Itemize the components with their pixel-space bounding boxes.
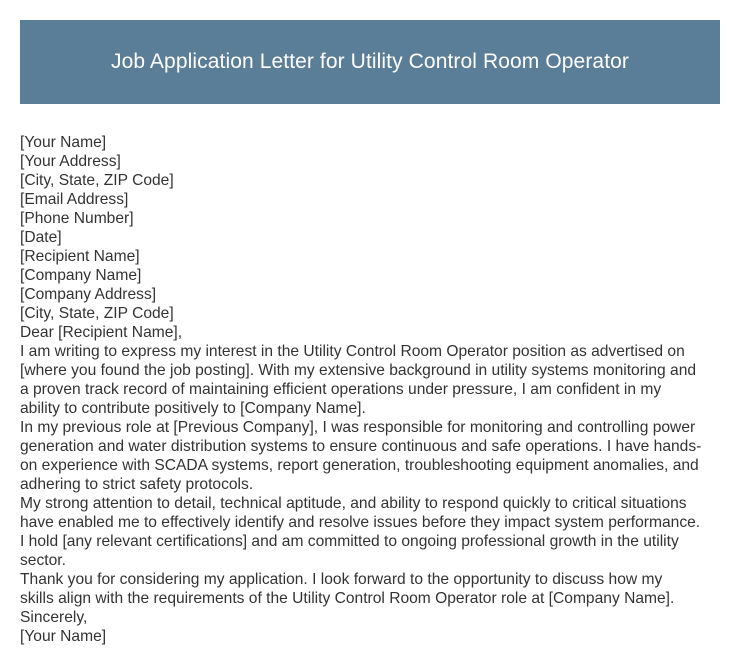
title-banner [20,20,720,104]
sender-city-state-zip: [City, State, ZIP Code] [20,172,174,189]
paragraph-skills [20,494,722,570]
company-name: [Company Name] [20,267,142,284]
letter-body [20,133,722,646]
paragraph-experience [20,418,722,494]
paragraph-line: generation and water distribution systems to ensure continuous and safe operations. I have hands- [20,438,702,455]
paragraph-line: [where you found the job posting]. With my extensive background in utility systems monitoring and [20,362,697,379]
salutation: Dear [Recipient Name], [20,324,183,341]
paragraph-line: on experience with SCADA systems, report generation, troubleshooting equipment anomalies, and [20,457,699,474]
sender-name: [Your Name] [20,134,107,151]
sender-email: [Email Address] [20,191,129,208]
paragraph-line: In my previous role at [Previous Company], I was responsible for monitoring and controlling power [20,419,696,436]
paragraph-line: My strong attention to detail, technical aptitude, and ability to respond quickly to critical situations [20,495,687,512]
company-city-state-zip: [City, State, ZIP Code] [20,305,174,322]
paragraph-line: ability to contribute positively to [Company Name]. [20,400,366,417]
sender-phone: [Phone Number] [20,210,134,227]
paragraph-introduction [20,342,722,418]
paragraph-line: have enabled me to effectively identify and resolve issues before they impact system performance. [20,514,701,531]
paragraph-line: Thank you for considering my application. I look forward to the opportunity to discuss how my [20,571,663,588]
paragraph-line: a proven track record of maintaining efficient operations under pressure, I am confident in my [20,381,662,398]
paragraph-line: I am writing to express my interest in the Utility Control Room Operator position as advertised on [20,343,685,360]
signature-name: [Your Name] [20,628,107,645]
paragraph-line: I hold [any relevant certifications] and am committed to ongoing professional growth in the utility [20,533,679,550]
paragraph-closing [20,570,722,608]
company-address: [Company Address] [20,286,157,303]
letter-date: [Date] [20,229,62,246]
paragraph-line: adhering to strict safety protocols. [20,476,254,493]
paragraph-line: sector. [20,552,66,569]
page-title: Job Application Letter for Utility Control Room Operator [111,50,629,73]
closing-phrase: Sincerely, [20,609,88,626]
paragraph-line: skills align with the requirements of the Utility Control Room Operator role at [Company Name]. [20,590,675,607]
sender-address: [Your Address] [20,153,121,170]
recipient-name: [Recipient Name] [20,248,140,265]
